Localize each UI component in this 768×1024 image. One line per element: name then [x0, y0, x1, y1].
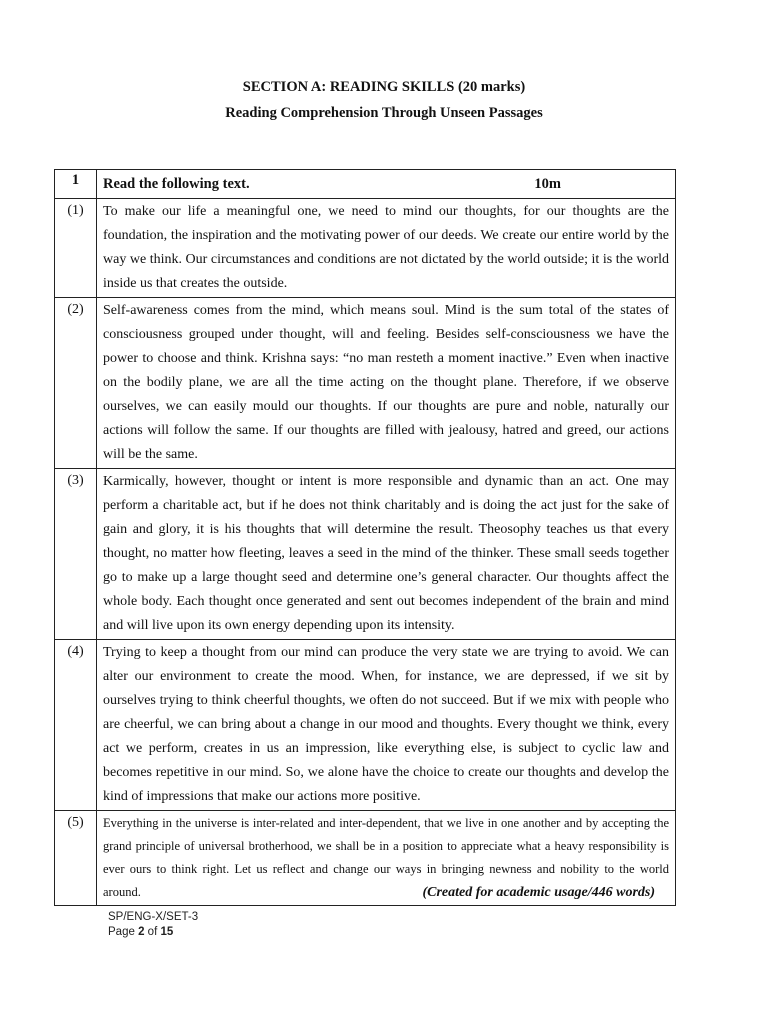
page-prefix: Page — [108, 926, 135, 938]
paragraph-row-1 — [55, 199, 676, 298]
paragraph-label-1: (1) — [55, 199, 97, 298]
footer-page-number — [108, 926, 173, 938]
page-current: 2 — [138, 926, 145, 938]
paragraph-text-2: Self-awareness comes from the mind, which means soul. Mind is the sum total of the states of consciousness grouped under thought, will and feeling. Besides self-consciousness we have the power to choose and think. Krishna says: “no man resteth a moment inactive.” Even when inactive on the bodily plane, we are all the time acting on the thought plane. Therefore, if we observe ourselves, we can easily mould our thoughts. If our thoughts are pure and noble, naturally our actions will follow the same. If our thoughts are filled with jealousy, hatred and greed, our actions will be the same. — [97, 298, 676, 469]
paragraph-label-4: (4) — [55, 640, 97, 811]
source-credit: (Created for academic usage/446 words) — [422, 885, 655, 900]
question-instruction: Read the following text. — [103, 176, 250, 192]
paragraph-text-1: To make our life a meaningful one, we need to mind our thoughts, for our thoughts are the foundation, the inspiration and the motivating power of our deeds. We create our entire world by the way we think. Our circumstances and conditions are not dictated by the world outside; it is the world inside us that creates the outside. — [97, 199, 676, 298]
section-title: SECTION A: READING SKILLS (20 marks) — [242, 79, 526, 95]
paragraph-text-3: Karmically, however, thought or intent is more responsible and dynamic than an act. One may perform a charitable act, but if he does not think charitably and is doing the act just for the sake of gain and glory, it is his thoughts that will determine the result. Theosophy teaches us that every thought, no matter how fleeting, leaves a seed in the mind of the thinker. These small seeds together go to make up a large thought seed and determine one’s general character. Our thoughts affect the whole body. Each thought once generated and sent out becomes independent of the brain and mind and will live upon its own energy depending upon its intensity. — [97, 469, 676, 640]
question-instruction-cell — [97, 170, 676, 199]
question-number: 1 — [55, 170, 97, 199]
section-subtitle: Reading Comprehension Through Unseen Passages — [225, 105, 543, 121]
paragraph-row-3 — [55, 469, 676, 640]
paragraph-cell-5 — [97, 811, 676, 906]
question-marks: 10m — [534, 176, 561, 192]
paragraph-text-5: Everything in the universe is inter-related and inter-dependent, that we live in one another and by accepting the grand principle of universal brotherhood, we shall be in a position to appreciate what a heavy responsibility is ever ours to think right. Let us reflect and change our ways in bringing newness and nobility to the world around. — [103, 816, 669, 899]
paragraph-row-4 — [55, 640, 676, 811]
passage-table — [54, 169, 676, 906]
question-header-row — [55, 170, 676, 199]
page-of: of — [147, 926, 158, 938]
paragraph-row-5 — [55, 811, 676, 906]
paragraph-text-4: Trying to keep a thought from our mind can produce the very state we are trying to avoid. We can alter our environment to create the mood. When, for instance, we are depressed, if we sit by ourselves trying to think cheerful thoughts, we often do not succeed. But if we mix with people who are cheerful, we can bring about a change in our mood and thoughts. Every thought we think, every act we perform, creates in us an impression, like everything else, is subject to cyclic law and becomes repetitive in our mind. So, we alone have the choice to create our thoughts and develop the kind of impressions that make our actions more positive. — [97, 640, 676, 811]
page-total: 15 — [160, 926, 174, 938]
footer-paper-code: SP/ENG-X/SET-3 — [108, 911, 199, 923]
paragraph-label-2: (2) — [55, 298, 97, 469]
paragraph-row-2 — [55, 298, 676, 469]
paragraph-label-5: (5) — [55, 811, 97, 906]
paragraph-label-3: (3) — [55, 469, 97, 640]
